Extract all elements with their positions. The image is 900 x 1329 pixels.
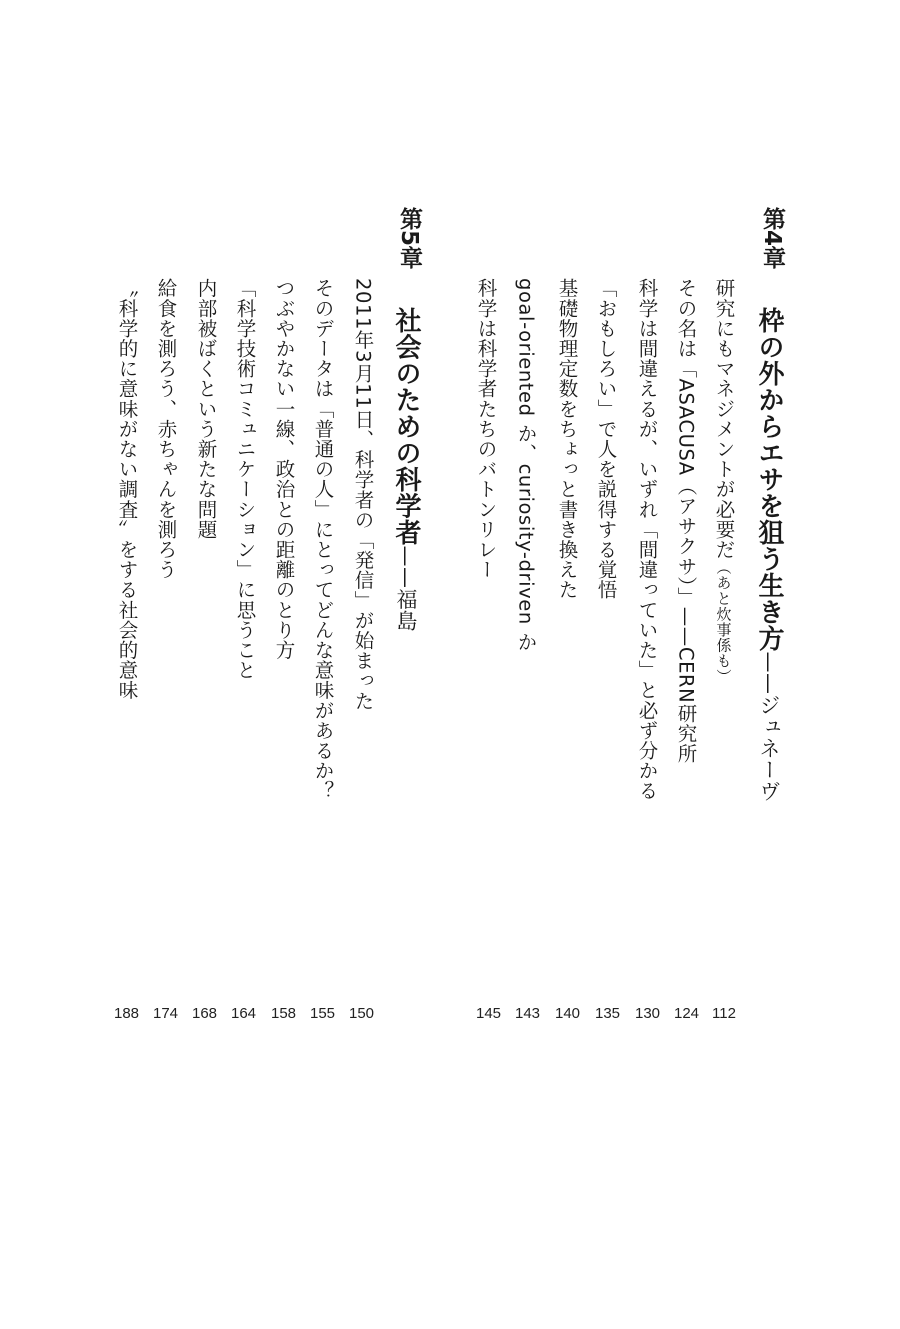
page-number: 145 (476, 1005, 502, 1022)
page-number: 135 (595, 1005, 621, 1022)
page-number: 143 (515, 1005, 541, 1022)
toc-entry-title: そのデータは「普通の人」にとってどんな意味があるか？ (311, 278, 335, 801)
toc-entry-title: 「科学技術コミュニケーション」に思うこと (233, 278, 257, 680)
page-number: 150 (349, 1005, 375, 1022)
toc-entry[interactable] (714, 278, 734, 684)
toc-entry-title: 科学は科学者たちのバトンリレー (474, 278, 498, 580)
page-number: 174 (153, 1005, 179, 1022)
chapter5-location: ——福島 (394, 545, 418, 632)
page-number: 112 (712, 1005, 736, 1022)
toc-entry[interactable] (596, 278, 616, 600)
toc-entry-note: （あと炊事係も） (714, 559, 733, 685)
toc-entry[interactable] (637, 278, 657, 801)
chapter4-location: ——ジュネーヴ (757, 651, 781, 802)
toc-entry[interactable] (196, 278, 216, 539)
toc-entry[interactable] (676, 278, 696, 764)
page-number: 168 (192, 1005, 218, 1022)
toc-entry-title: 科学は間違えるが、いずれ「間違っていた」と必ず分かる (635, 278, 659, 801)
chapter4-title-text: 枠の外からエサを狙う生き方 (754, 307, 784, 652)
page-number: 130 (635, 1005, 661, 1022)
page-number: 124 (674, 1005, 700, 1022)
toc-entry[interactable] (156, 278, 176, 580)
toc-entry-title: 基礎物理定数をちょっと書き換えた (555, 278, 579, 600)
page-number: 164 (231, 1005, 257, 1022)
chapter4-title (756, 307, 782, 802)
chapter5-title (393, 307, 419, 632)
toc-entry[interactable] (476, 278, 496, 580)
toc-entry-title: goal-oriented か、curiosity-driven か (514, 278, 538, 652)
toc-entry-title: その名は「ASACUSA（アサクサ）」——CERN研究所 (674, 278, 698, 764)
toc-entry-title: 研究にもマネジメントが必要だ (712, 278, 736, 560)
page-number: 188 (114, 1005, 140, 1022)
page-number: 155 (310, 1005, 336, 1022)
toc-entry[interactable] (313, 278, 333, 801)
toc-entry-title: 給食を測ろう、赤ちゃんを測ろう (154, 278, 178, 580)
toc-entry-title: 内部被ばくという新たな問題 (194, 278, 218, 540)
toc-entry-title: 〝科学的に意味がない調査〟をする社会的意味 (115, 278, 139, 701)
chapter5-title-text: 社会のための科学者 (391, 307, 421, 546)
toc-entry-title: 「おもしろい」で人を説得する覚悟 (594, 278, 618, 600)
chapter4-label: 第4章 (759, 207, 785, 270)
toc-entry[interactable] (516, 278, 536, 652)
chapter5-label: 第5章 (396, 207, 422, 270)
page-number: 158 (271, 1005, 297, 1022)
toc-entry[interactable] (274, 278, 294, 660)
toc-entry[interactable] (235, 278, 255, 680)
toc-entry[interactable] (557, 278, 577, 600)
toc-entry[interactable] (117, 278, 137, 700)
toc-entry-title: 2011年3月11日、科学者の「発信」が始まった (351, 278, 375, 711)
page-number: 140 (555, 1005, 581, 1022)
toc-entry[interactable] (353, 278, 373, 711)
toc-entry-title: つぶやかない一線、政治との距離のとり方 (272, 278, 296, 660)
